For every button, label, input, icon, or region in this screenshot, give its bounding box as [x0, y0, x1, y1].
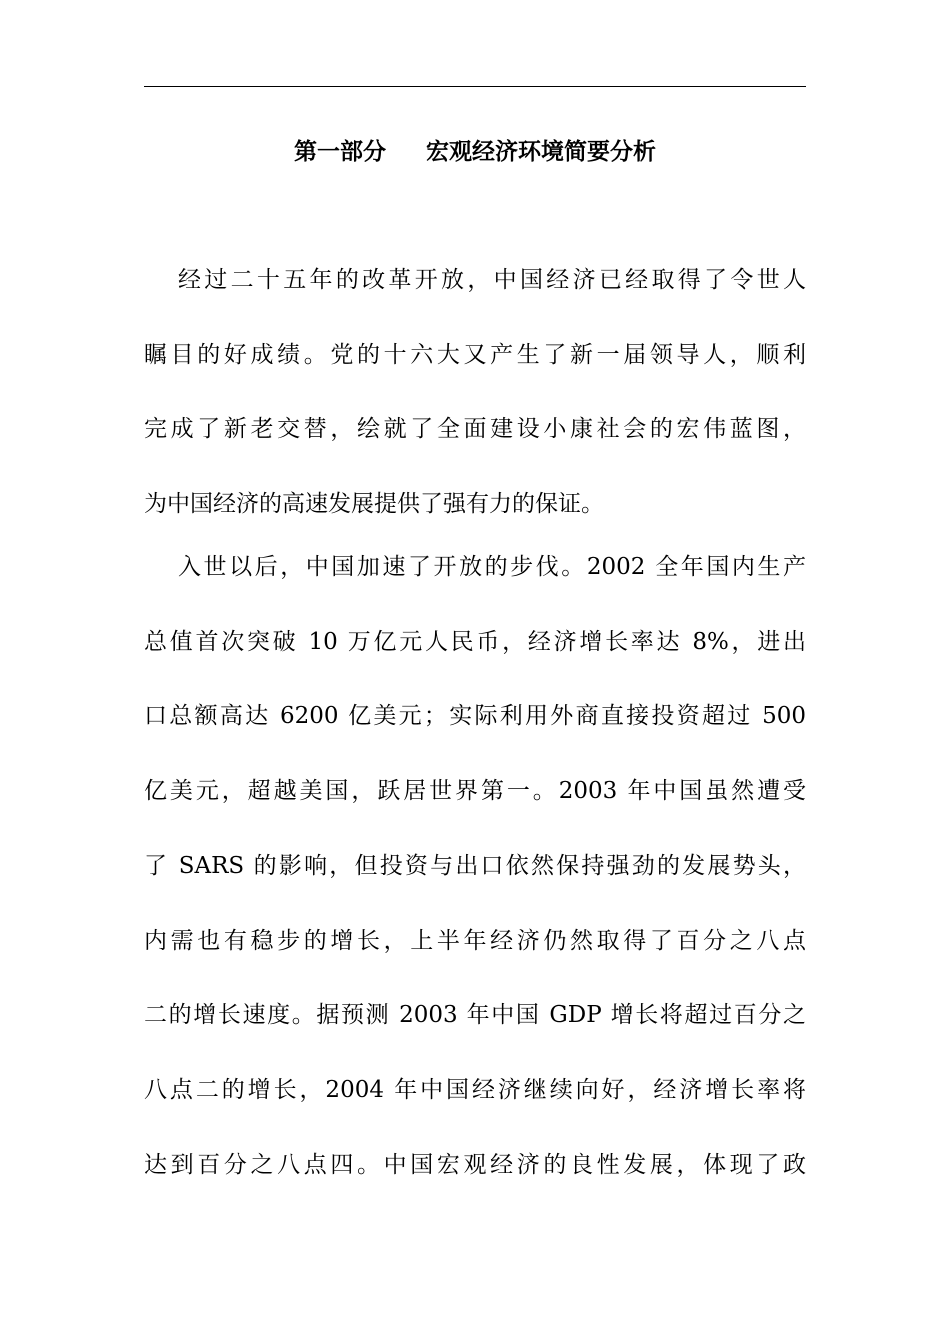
paragraph-line: 经过二十五年的改革开放，中国经济已经取得了令世人	[178, 267, 806, 293]
paragraph-line: 达到百分之八点四。中国宏观经济的良性发展，体现了政	[144, 1152, 806, 1178]
paragraph-line: 内需也有稳步的增长，上半年经济仍然取得了百分之八点	[144, 928, 806, 954]
paragraph-line: 了 SARS 的影响，但投资与出口依然保持强劲的发展势头，	[144, 853, 806, 879]
paragraph-line: 完成了新老交替，绘就了全面建设小康社会的宏伟蓝图，	[144, 416, 806, 442]
header-rule	[144, 86, 806, 87]
paragraph-line: 八点二的增长，2004 年中国经济继续向好，经济增长率将	[144, 1077, 806, 1103]
paragraph-line: 瞩目的好成绩。党的十六大又产生了新一届领导人，顺利	[144, 342, 806, 368]
paragraph-line: 为中国经济的高速发展提供了强有力的保证。	[144, 491, 604, 517]
paragraph-line: 入世以后，中国加速了开放的步伐。2002 全年国内生产	[178, 554, 806, 580]
paragraph-line: 口总额高达 6200 亿美元；实际利用外商直接投资超过 500	[144, 703, 806, 729]
paragraph-line: 二的增长速度。据预测 2003 年中国 GDP 增长将超过百分之	[144, 1002, 806, 1028]
section-title: 第一部分 宏观经济环境简要分析	[293, 138, 657, 165]
paragraph-line: 亿美元，超越美国，跃居世界第一。2003 年中国虽然遭受	[144, 778, 806, 804]
paragraph-line: 总值首次突破 10 万亿元人民币，经济增长率达 8%，进出	[144, 629, 806, 655]
